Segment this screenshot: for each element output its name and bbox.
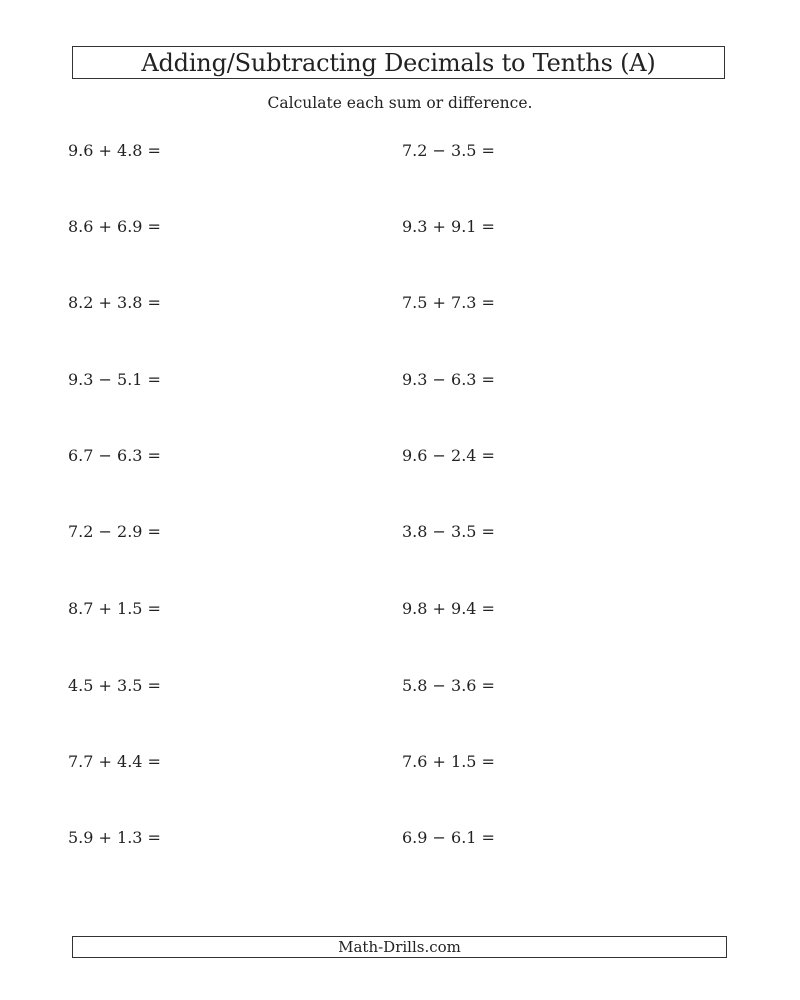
footer <box>72 936 727 958</box>
problem: 9.3 + 9.1 = <box>402 217 495 236</box>
problem: 9.6 − 2.4 = <box>402 446 495 465</box>
problem: 4.5 + 3.5 = <box>68 676 161 695</box>
problem: 9.8 + 9.4 = <box>402 599 495 618</box>
problem: 8.6 + 6.9 = <box>68 217 161 236</box>
problem: 7.6 + 1.5 = <box>402 752 495 771</box>
problem: 5.9 + 1.3 = <box>68 828 161 847</box>
problem: 7.5 + 7.3 = <box>402 293 495 312</box>
problem: 9.6 + 4.8 = <box>68 141 161 160</box>
problem: 3.8 − 3.5 = <box>402 522 495 541</box>
problem: 7.2 − 2.9 = <box>68 522 161 541</box>
footer-text: Math-Drills.com <box>338 938 461 956</box>
problem: 6.9 − 6.1 = <box>402 828 495 847</box>
problem: 7.7 + 4.4 = <box>68 752 161 771</box>
problem: 9.3 − 5.1 = <box>68 370 161 389</box>
problem: 8.7 + 1.5 = <box>68 599 161 618</box>
problem: 5.8 − 3.6 = <box>402 676 495 695</box>
problem: 7.2 − 3.5 = <box>402 141 495 160</box>
worksheet-title-text: Adding/Subtracting Decimals to Tenths (A) <box>141 48 656 77</box>
instructions: Calculate each sum or difference. <box>267 94 533 112</box>
problem: 9.3 − 6.3 = <box>402 370 495 389</box>
problem: 8.2 + 3.8 = <box>68 293 161 312</box>
problem: 6.7 − 6.3 = <box>68 446 161 465</box>
